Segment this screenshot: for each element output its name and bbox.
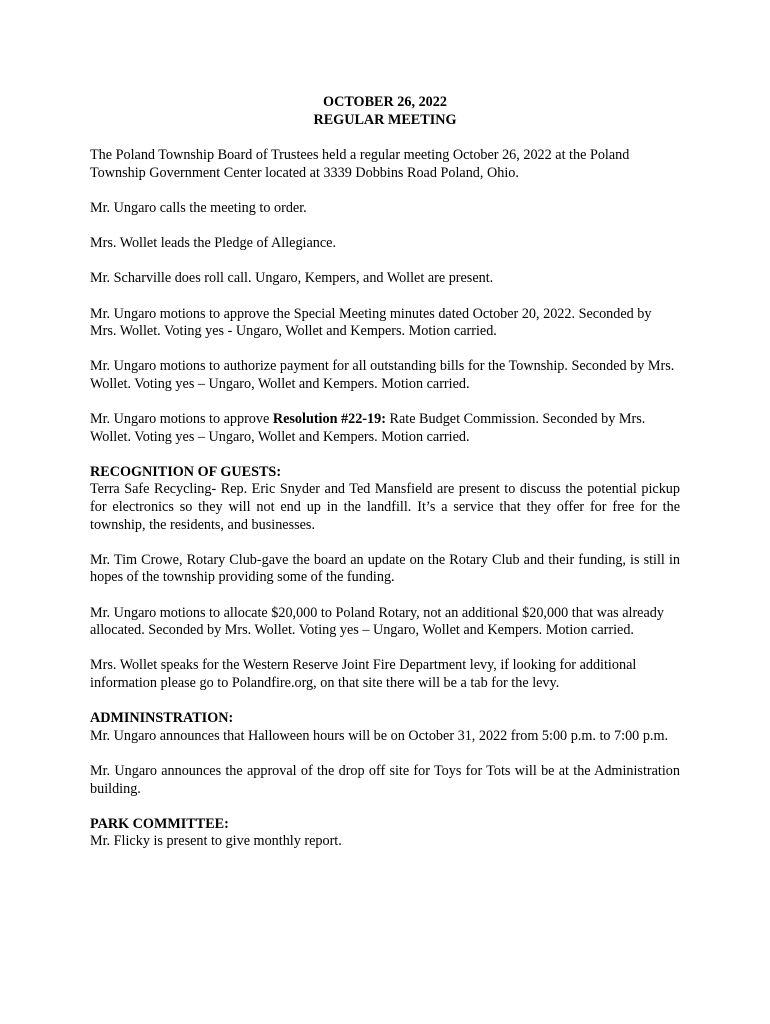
document-title — [90, 94, 680, 129]
halloween-text: Mr. Ungaro announces that Halloween hours will be on October 31, 2022 from 5:00 p.m. to 7:00 p.m. — [90, 727, 669, 744]
terra-safe-text: Terra Safe Recycling- Rep. Eric Snyder and Ted Mansfield are present to discuss the potential pickup for electronics so they will not end up in the landfill. It’s a service that they offer for free for the township, the residents, and businesses. — [90, 481, 680, 533]
resolution-motion-paragraph — [90, 411, 680, 446]
rotary-motion-paragraph: Mr. Ungaro motions to allocate $20,000 to Poland Rotary, not an additional $20,000 that was already allocated. Seconded by Mrs. Wollet. Voting yes – Ungaro, Wollet and Kempers. Motion carried. — [90, 604, 664, 639]
resolution-text-after: Rate Budget Commission. Seconded by Mrs. Wollet. Voting yes – Ungaro, Wollet and Kempers. Motion carried. — [90, 411, 646, 445]
minutes-motion-paragraph: Mr. Ungaro motions to approve the Special Meeting minutes dated October 20, 2022. Seconded by Mrs. Wollet. Voting yes - Ungaro, Wollet and Kempers. Motion carried. — [90, 305, 652, 340]
recognition-heading: RECOGNITION OF GUESTS: — [90, 463, 282, 480]
meeting-type: REGULAR MEETING — [313, 111, 457, 128]
park-report-text: Mr. Flicky is present to give monthly report. — [90, 833, 342, 850]
administration-section — [90, 710, 680, 745]
park-committee-section — [90, 816, 680, 851]
resolution-number: Resolution #22-19: — [272, 411, 386, 428]
meeting-minutes — [90, 94, 680, 869]
meeting-date: OCTOBER 26, 2022 — [323, 94, 447, 110]
call-to-order-paragraph: Mr. Ungaro calls the meeting to order. — [90, 199, 307, 216]
fire-levy-paragraph: Mrs. Wollet speaks for the Western Reserve Joint Fire Department levy, if looking for additional information please go to Polandfire.org, on that site there will be a tab for the levy. — [90, 657, 637, 691]
bills-motion-paragraph: Mr. Ungaro motions to authorize payment for all outstanding bills for the Township. Seconded by Mrs. Wollet. Voting yes – Ungaro, Wollet and Kempers. Motion carried. — [90, 358, 675, 392]
resolution-text-before: Mr. Ungaro motions to approve — [90, 411, 273, 428]
toys-for-tots-paragraph: Mr. Ungaro announces the approval of the drop off site for Toys for Tots will be at the Administration building. — [90, 762, 680, 797]
administration-heading: ADMININSTRATION: — [90, 710, 234, 727]
roll-call-paragraph: Mr. Scharville does roll call. Ungaro, Kempers, and Wollet are present. — [90, 270, 494, 287]
park-committee-heading: PARK COMMITTEE: — [90, 815, 229, 832]
pledge-paragraph: Mrs. Wollet leads the Pledge of Allegiance. — [90, 235, 337, 252]
rotary-update-paragraph: Mr. Tim Crowe, Rotary Club-gave the board an update on the Rotary Club and their funding, is still in hopes of the township providing some of the funding. — [90, 551, 680, 586]
intro-paragraph: The Poland Township Board of Trustees held a regular meeting October 26, 2022 at the Poland Township Government Center located at 3339 Dobbins Road Poland, Ohio. — [90, 147, 630, 181]
recognition-section — [90, 464, 680, 534]
